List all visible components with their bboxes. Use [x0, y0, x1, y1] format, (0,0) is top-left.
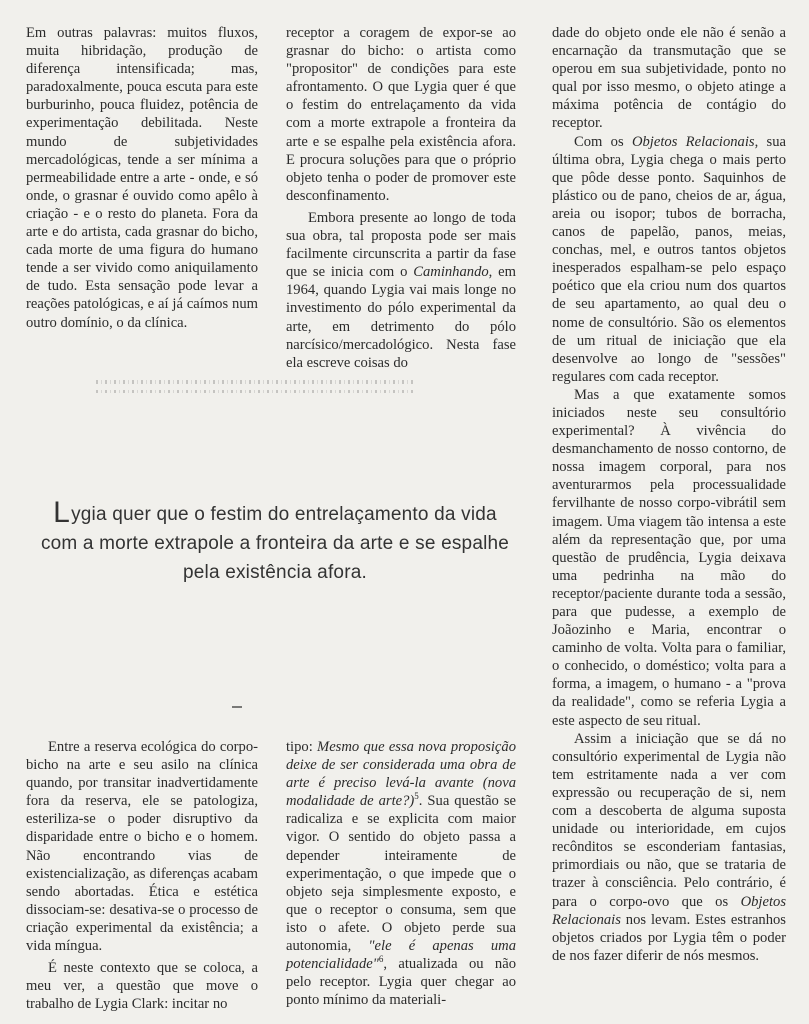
footnote-ref: 6 [378, 954, 384, 965]
work-title: Objetos Relacionais [631, 133, 755, 150]
scan-noise [96, 378, 416, 408]
decorative-dash [232, 706, 242, 708]
paragraph: Embora presente ao longo de toda sua obra, tal proposta pode ser mais facilmente circunscrita a partir da fase que se inicia com o Caminhando, em 1964, quando Lygia vai mais longe no investimento do pólo experimental da arte, em detrimento do pólo narcísico/mercadológico. Nesta fase ela escreve coisas do [286, 209, 516, 371]
quote-italic: Mesmo que essa nova proposição deixe de ser considerada uma obra de arte é preciso levá-la avante (nova modalidade de arte?) [286, 739, 517, 810]
column-right [552, 24, 786, 965]
paragraph: Mas a que exatamente somos iniciados neste seu consultório experimental? À vivência do desmanchamento de nosso contorno, de nossa imagem corporal, para nos aventurarmos pela processualidade fervilhante de nosso corpo-vibrátil sem imagem. Uma viagem tão intensa a este além da representação que, por uma questão de prudência, Lygia deixava uma pedrinha na mão do receptor/paciente durante toda a sessão, para que pudesse, a exemplo de Joãozinho e Maria, encontrar o caminho de volta. Volta para o familiar, o conhecido, o doméstico; volta para a forma, a imagem, o humano - a "prova da realidade", como se referia Lygia a este aspecto de seu ritual. [552, 386, 786, 729]
paragraph: Assim a iniciação que se dá no consultório experimental de Lygia não tem estritamente nada a ver com expressão ou recuperação de si, nem com a descoberta de alguma suposta unidade ou interioridade, em cujos recônditos se esconderiam fantasias, primordiais ou não, que se trataria de trazer à consciência. Pelo contrário, é para o corpo-ovo que os Objetos Relacionais nos levam. Estes estranhos objetos criados por Lygia têm o poder de nos fazer diferir de nós mesmos. [552, 730, 786, 964]
pull-quote [40, 498, 510, 587]
column-bottom-middle [286, 738, 516, 1009]
body-text: . Sua questão se radicaliza e se explicita com maior vigor. O sentido do objeto passa a depender inteiramente de experimentação, o que impede que o objeto seja simplesmente exposto, e que o receptor o consuma, sem que isto o afete. O objeto perde sua autonomia, [286, 793, 516, 955]
column-top-middle [286, 24, 516, 372]
paragraph [286, 738, 516, 1009]
quote-italic: "ele é apenas uma potencialidade" [286, 938, 516, 973]
work-title: Objetos Relacionais [552, 893, 786, 928]
footnote-ref: 5 [414, 791, 419, 802]
paragraph: Em outras palavras: muitos fluxos, muita hibridação, produção de diferença intensificada; mas, paradoxalmente, pouca escuta para este burburinho, pouca fluidez, potência de experimentação debilitada. Neste mundo de subjetividades mercadológicas, tende a ser mínima a permeabilidade entre a arte - onde, e só onde, o grasnar é ouvido como apêlo à criação - e o resto do planeta. Fora da arte e do artista, cada grasnar do bicho, cada morte de uma figura do humano tende a ser vivido como aniquilamento de tudo. Esta sensação pode levar a reações patológicas, e aí já caímos num outro domínio, o da clínica. [26, 25, 258, 331]
column-top-left [26, 24, 258, 332]
paragraph: receptor a coragem de expor-se ao grasnar do bicho: o artista como "propositor" de condições para este afrontamento. O que Lygia quer é que o festim do entrelaçamento da vida com a morte extrapole a fronteira da arte e se espalhe pela existência afora. E procura soluções para que o próprio objeto tenha o poder de promover este desconfinamento. [286, 25, 516, 204]
work-title: Caminhando [413, 264, 489, 281]
paragraph: Entre a reserva ecológica do corpo-bicho na arte e seu asilo na clínica quando, por transitar inadvertidamente fora da reserva, ele se patologiza, esteriliza-se o poder disruptivo da disparidade entre o bicho e o homem. Não encontrando vias de existencialização, as diferenças acabam sendo abortadas. Ética e estética dissociam-se: desativa-se o processo de criação experimental da existência; a vida míngua. [26, 739, 258, 955]
body-text: , atualizada ou não pelo receptor. Lygia quer chegar ao ponto mínimo da materiali- [286, 956, 516, 1009]
pull-quote-initial: L [53, 496, 71, 529]
paragraph: dade do objeto onde ele não é senão a encarnação da transmutação que se operou em sua subjetividade, ponto no qual por isso mesmo, o objeto atinge a máxima potência de contágio do receptor. [552, 25, 786, 132]
lead-text: tipo: [286, 739, 318, 755]
paragraph: É neste contexto que se coloca, a meu ver, a questão que move o trabalho de Lygia Clark: incitar no [26, 960, 258, 1013]
pull-quote-text: ygia quer que o festim do entrelaçamento da vida com a morte extrapole a fronteira da arte e se espalhe pela existência afora. [40, 504, 510, 583]
paragraph: Com os Objetos Relacionais, sua última obra, Lygia chega o mais perto que pôde desse ponto. Saquinhos de plástico ou de pano, cheios de ar, água, areia ou isopor; tubos de borracha, canos de papelão, panos, meias, conchas, mel, e outros tantos objetos inesperados espalham-se pelo espaço poético que ela criou num dos quartos de seu apartamento, ao qual deu o nome de consultório. São os elementos de um ritual de iniciação que ela desenvolve ao longo de "sessões" regulares com cada receptor. [552, 133, 786, 385]
column-bottom-left [26, 738, 258, 1013]
